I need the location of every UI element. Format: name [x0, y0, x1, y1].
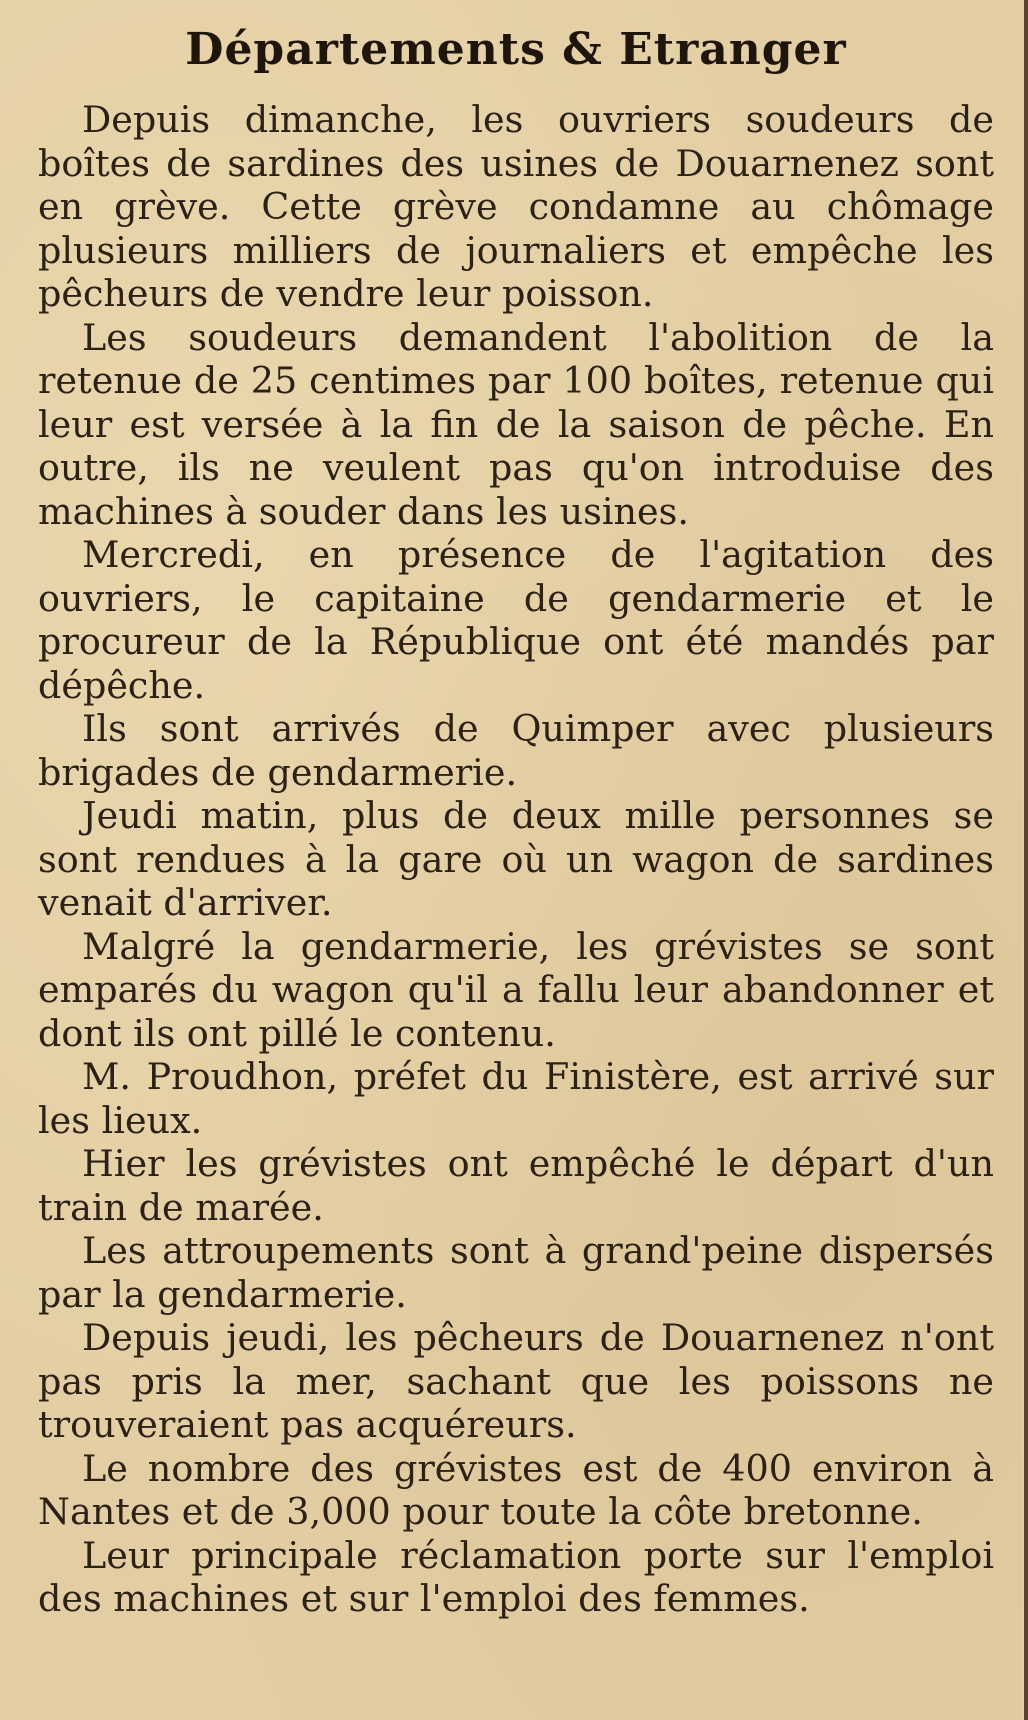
article-paragraph: Ils sont arrivés de Quimper avec plusieurs brigades de gendarmerie.	[38, 707, 994, 794]
article-paragraph: M. Proudhon, préfet du Finistère, est arrivé sur les lieux.	[38, 1055, 994, 1142]
article-paragraph: Jeudi matin, plus de deux mille personnes se sont rendues à la gare où un wagon de sardines venait d'arriver.	[38, 794, 994, 924]
article-paragraph: Le nombre des grévistes est de 400 environ à Nantes et de 3,000 pour toute la côte bretonne.	[38, 1446, 994, 1533]
article-paragraph: Depuis dimanche, les ouvriers soudeurs de boîtes de sardines des usines de Douarnenez sont en grève. Cette grève condamne au chômage plusieurs milliers de journaliers et empêche les pêcheurs de vendre leur poisson.	[38, 98, 994, 315]
article-paragraph: Les soudeurs demandent l'abolition de la retenue de 25 centimes par 100 boîtes, retenue qui leur est versée à la fin de la saison de pêche. En outre, ils ne veulent pas qu'on introduise des machines à souder dans les usines.	[38, 315, 994, 533]
article-paragraph: Leur principale réclamation porte sur l'emploi des machines et sur l'emploi des femmes.	[38, 1533, 994, 1620]
column-rule	[1024, 0, 1028, 1720]
article-paragraph: Les attroupements sont à grand'peine dispersés par la gendarmerie.	[38, 1229, 994, 1316]
article-paragraph: Malgré la gendarmerie, les grévistes se sont emparés du wagon qu'il a fallu leur abandonner et dont ils ont pillé le contenu.	[38, 924, 994, 1055]
article-headline: Départements & Etranger	[185, 24, 847, 75]
article-paragraph: Mercredi, en présence de l'agitation des ouvriers, le capitaine de gendarmerie et le procureur de la République ont été mandés par dépêche.	[38, 533, 994, 707]
article-column	[38, 22, 994, 1621]
article-paragraph: Depuis jeudi, les pêcheurs de Douarnenez n'ont pas pris la mer, sachant que les poissons ne trouveraient pas acquéreurs.	[38, 1316, 994, 1446]
article-paragraph: Hier les grévistes ont empêché le départ d'un train de marée.	[38, 1142, 994, 1229]
